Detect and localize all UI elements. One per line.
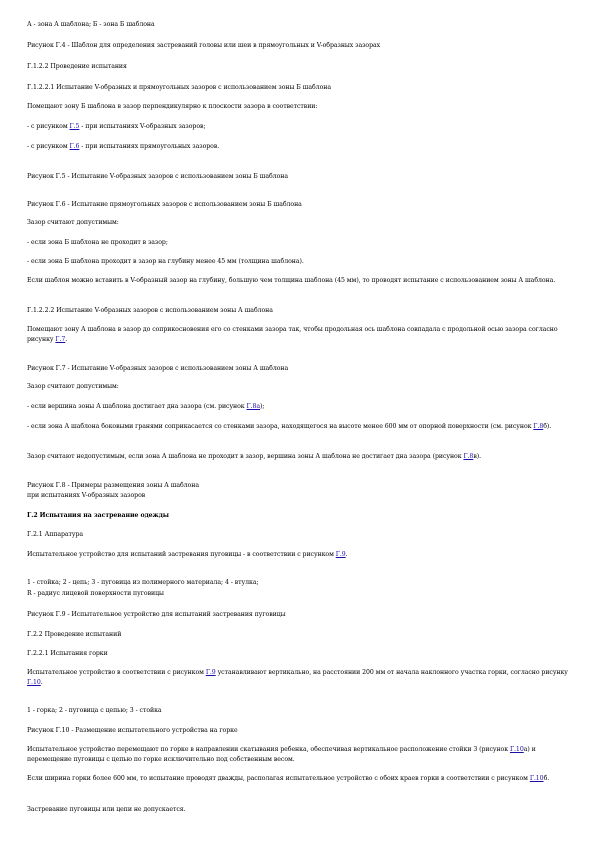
text-run: А - зона А шаблона; Б - зона Б шаблона [27, 21, 155, 28]
text-run: Если шаблон можно вставить в V-образный зазор на глубину, большую чем толщина шаблона (45 мм), то проводят испытание с использованием зоны А шаблона. [27, 277, 556, 284]
text-run: Г.2.2.1 Испытания горки [27, 650, 108, 657]
text-run: Зазор считают допустимым: [27, 219, 119, 226]
list-item [27, 422, 577, 432]
paragraph [27, 745, 577, 765]
text-run: устанавливают вертикально, на расстоянии 200 мм от начала наклонного участка горки, согласно рисунку [215, 669, 568, 676]
paragraph [27, 102, 577, 112]
paragraph [27, 382, 577, 392]
text-run: Рисунок Г.9 - Испытательное устройство для испытаний застревания пуговицы [27, 611, 286, 618]
figure-caption [27, 491, 577, 501]
section-heading [27, 306, 577, 316]
paragraph [27, 805, 577, 815]
text-run: - если зона Б шаблона проходит в зазор на глубину менее 45 мм (толщина шаблона). [27, 258, 304, 265]
list-item [27, 257, 577, 267]
paragraph [27, 452, 577, 462]
text-run: Г.1.2.2.2 Испытание V-образных зазоров с использованием зоны А шаблона [27, 307, 273, 314]
legend-line [27, 578, 577, 588]
text-run: R - радиус лицевой поверхности пуговицы [27, 590, 164, 597]
figure-link[interactable]: Г.5 [69, 123, 80, 130]
text-run: Испытательное устройство в соответствии с рисунком [27, 669, 206, 676]
text-run: 1 - горка; 2 - пуговица с цепью; 3 - стойка [27, 707, 162, 714]
figure-link[interactable]: Г.6 [69, 143, 80, 150]
text-run: 1 - стойка; 2 - цепь; 3 - пуговица из полимерного материала; 4 - втулка; [27, 579, 259, 586]
section-heading [27, 511, 577, 521]
paragraph [27, 668, 577, 688]
section-heading [27, 530, 577, 540]
paragraph [27, 276, 577, 286]
list-item [27, 142, 577, 152]
text-run: Рисунок Г.5 - Испытание V-образных зазоров с использованием зоны Б шаблона [27, 173, 288, 180]
text-run: Рисунок Г.6 - Испытание прямоугольных зазоров с использованием зоны Б шаблона [27, 201, 302, 208]
text-run: Застревание пуговицы или цепи не допускается. [27, 806, 186, 813]
figure-caption [27, 172, 577, 182]
figure-link[interactable]: Г.9 [205, 669, 216, 676]
figure-link[interactable]: Г.10 [509, 746, 524, 753]
paragraph [27, 774, 577, 784]
list-item [27, 238, 577, 248]
text-run: Рисунок Г.7 - Испытание V-образных зазоров с использованием зоны А шаблона [27, 365, 289, 372]
figure-link[interactable]: Г.8 [463, 453, 474, 460]
text-run: при испытаниях V-образных зазоров [27, 492, 146, 499]
text-run: - если вершина зоны А шаблона достигает дна зазора (см. рисунок [27, 403, 247, 410]
text-run: б. [543, 775, 550, 782]
text-run: - если зона А шаблона боковыми гранями соприкасается со стенками зазора, находящегося на высоте менее 600 мм от опорной поверхности (см. рисунок [27, 423, 534, 430]
section-heading [27, 630, 577, 640]
legend-line [27, 589, 577, 599]
section-heading [27, 62, 577, 72]
text-run: Зазор считают недопустимым, если зона А шаблона не проходит в зазор, вершина зоны А шаблона не достигает дна зазора (рисунок [27, 453, 464, 460]
list-item [27, 122, 577, 132]
text-run: Г.1.2.2.1 Испытание V-образных и прямоугольных зазоров с использованием зоны Б шаблона [27, 84, 331, 91]
figure-link[interactable]: Г.9 [335, 551, 346, 558]
text-run: Испытательное устройство перемещают по горке в направлении скатывания ребенка, обеспечивая вертикальное расположение стойки 3 (рисунок [27, 746, 510, 753]
text-run: в). [473, 453, 482, 460]
list-item [27, 402, 577, 412]
paragraph [27, 325, 577, 345]
text-run: Г.2.2 Проведение испытаний [27, 631, 122, 638]
figure-link[interactable]: Г.8а [246, 403, 261, 410]
text-run: Испытательное устройство для испытаний застревания пуговицы - в соответствии с рисунком [27, 551, 336, 558]
figure-link[interactable]: Г.10 [27, 679, 41, 686]
figure-link[interactable]: Г.7 [55, 336, 66, 343]
paragraph [27, 550, 577, 560]
figure-caption [27, 41, 577, 51]
text-run: - при испытаниях прямоугольных зазоров. [79, 143, 220, 150]
figure-caption [27, 364, 577, 374]
legend-line [27, 706, 577, 716]
text-run: - если зона Б шаблона не проходит в зазор; [27, 239, 168, 246]
section-heading [27, 649, 577, 659]
text-run: Рисунок Г.10 - Размещение испытательного устройства на горке [27, 727, 238, 734]
text-run: - с рисунком [27, 143, 70, 150]
text-run: - при испытаниях V-образных зазоров; [79, 123, 206, 130]
bold-text: Г.2 Испытания на застревание одежды [27, 512, 169, 519]
text-run: . [65, 336, 68, 343]
figure-caption [27, 200, 577, 210]
paragraph [27, 20, 577, 30]
figure-caption [27, 481, 577, 491]
text-run: Г.1.2.2 Проведение испытания [27, 63, 127, 70]
text-run: Рисунок Г.8 - Примеры размещения зоны А шаблона [27, 482, 199, 489]
text-run: Помещают зону А шаблона в зазор до соприкосновения его со стенками зазора так, чтобы продольная ось шаблона совпадала с продольной осью зазора согласно рисунку [27, 326, 558, 343]
text-run: а) и перемещение пуговицы с цепью по горке исключительно под собственным весом. [27, 746, 536, 763]
text-run: б). [543, 423, 552, 430]
text-run: . [40, 679, 43, 686]
text-run: ); [260, 403, 265, 410]
text-run: Рисунок Г.4 - Шаблон для определения застреваний головы или шеи в прямоугольных и V-образных зазорах [27, 42, 381, 49]
text-run: Г.2.1 Аппаратура [27, 531, 84, 538]
text-run: Если ширина горки более 600 мм, то испытание проводят дважды, располагая испытательное устройство с обоих краев горки в соответствии с рисунком [27, 775, 530, 782]
figure-link[interactable]: Г.8 [533, 423, 544, 430]
figure-caption [27, 610, 577, 620]
text-run: . [345, 551, 348, 558]
text-run: Помещают зону Б шаблона в зазор перпендикулярно к плоскости зазора в соответствии: [27, 103, 318, 110]
section-heading [27, 83, 577, 93]
paragraph [27, 218, 577, 228]
figure-link[interactable]: Г.10 [529, 775, 544, 782]
figure-caption [27, 726, 577, 736]
text-run: Зазор считают допустимым: [27, 383, 119, 390]
text-run: - с рисунком [27, 123, 70, 130]
